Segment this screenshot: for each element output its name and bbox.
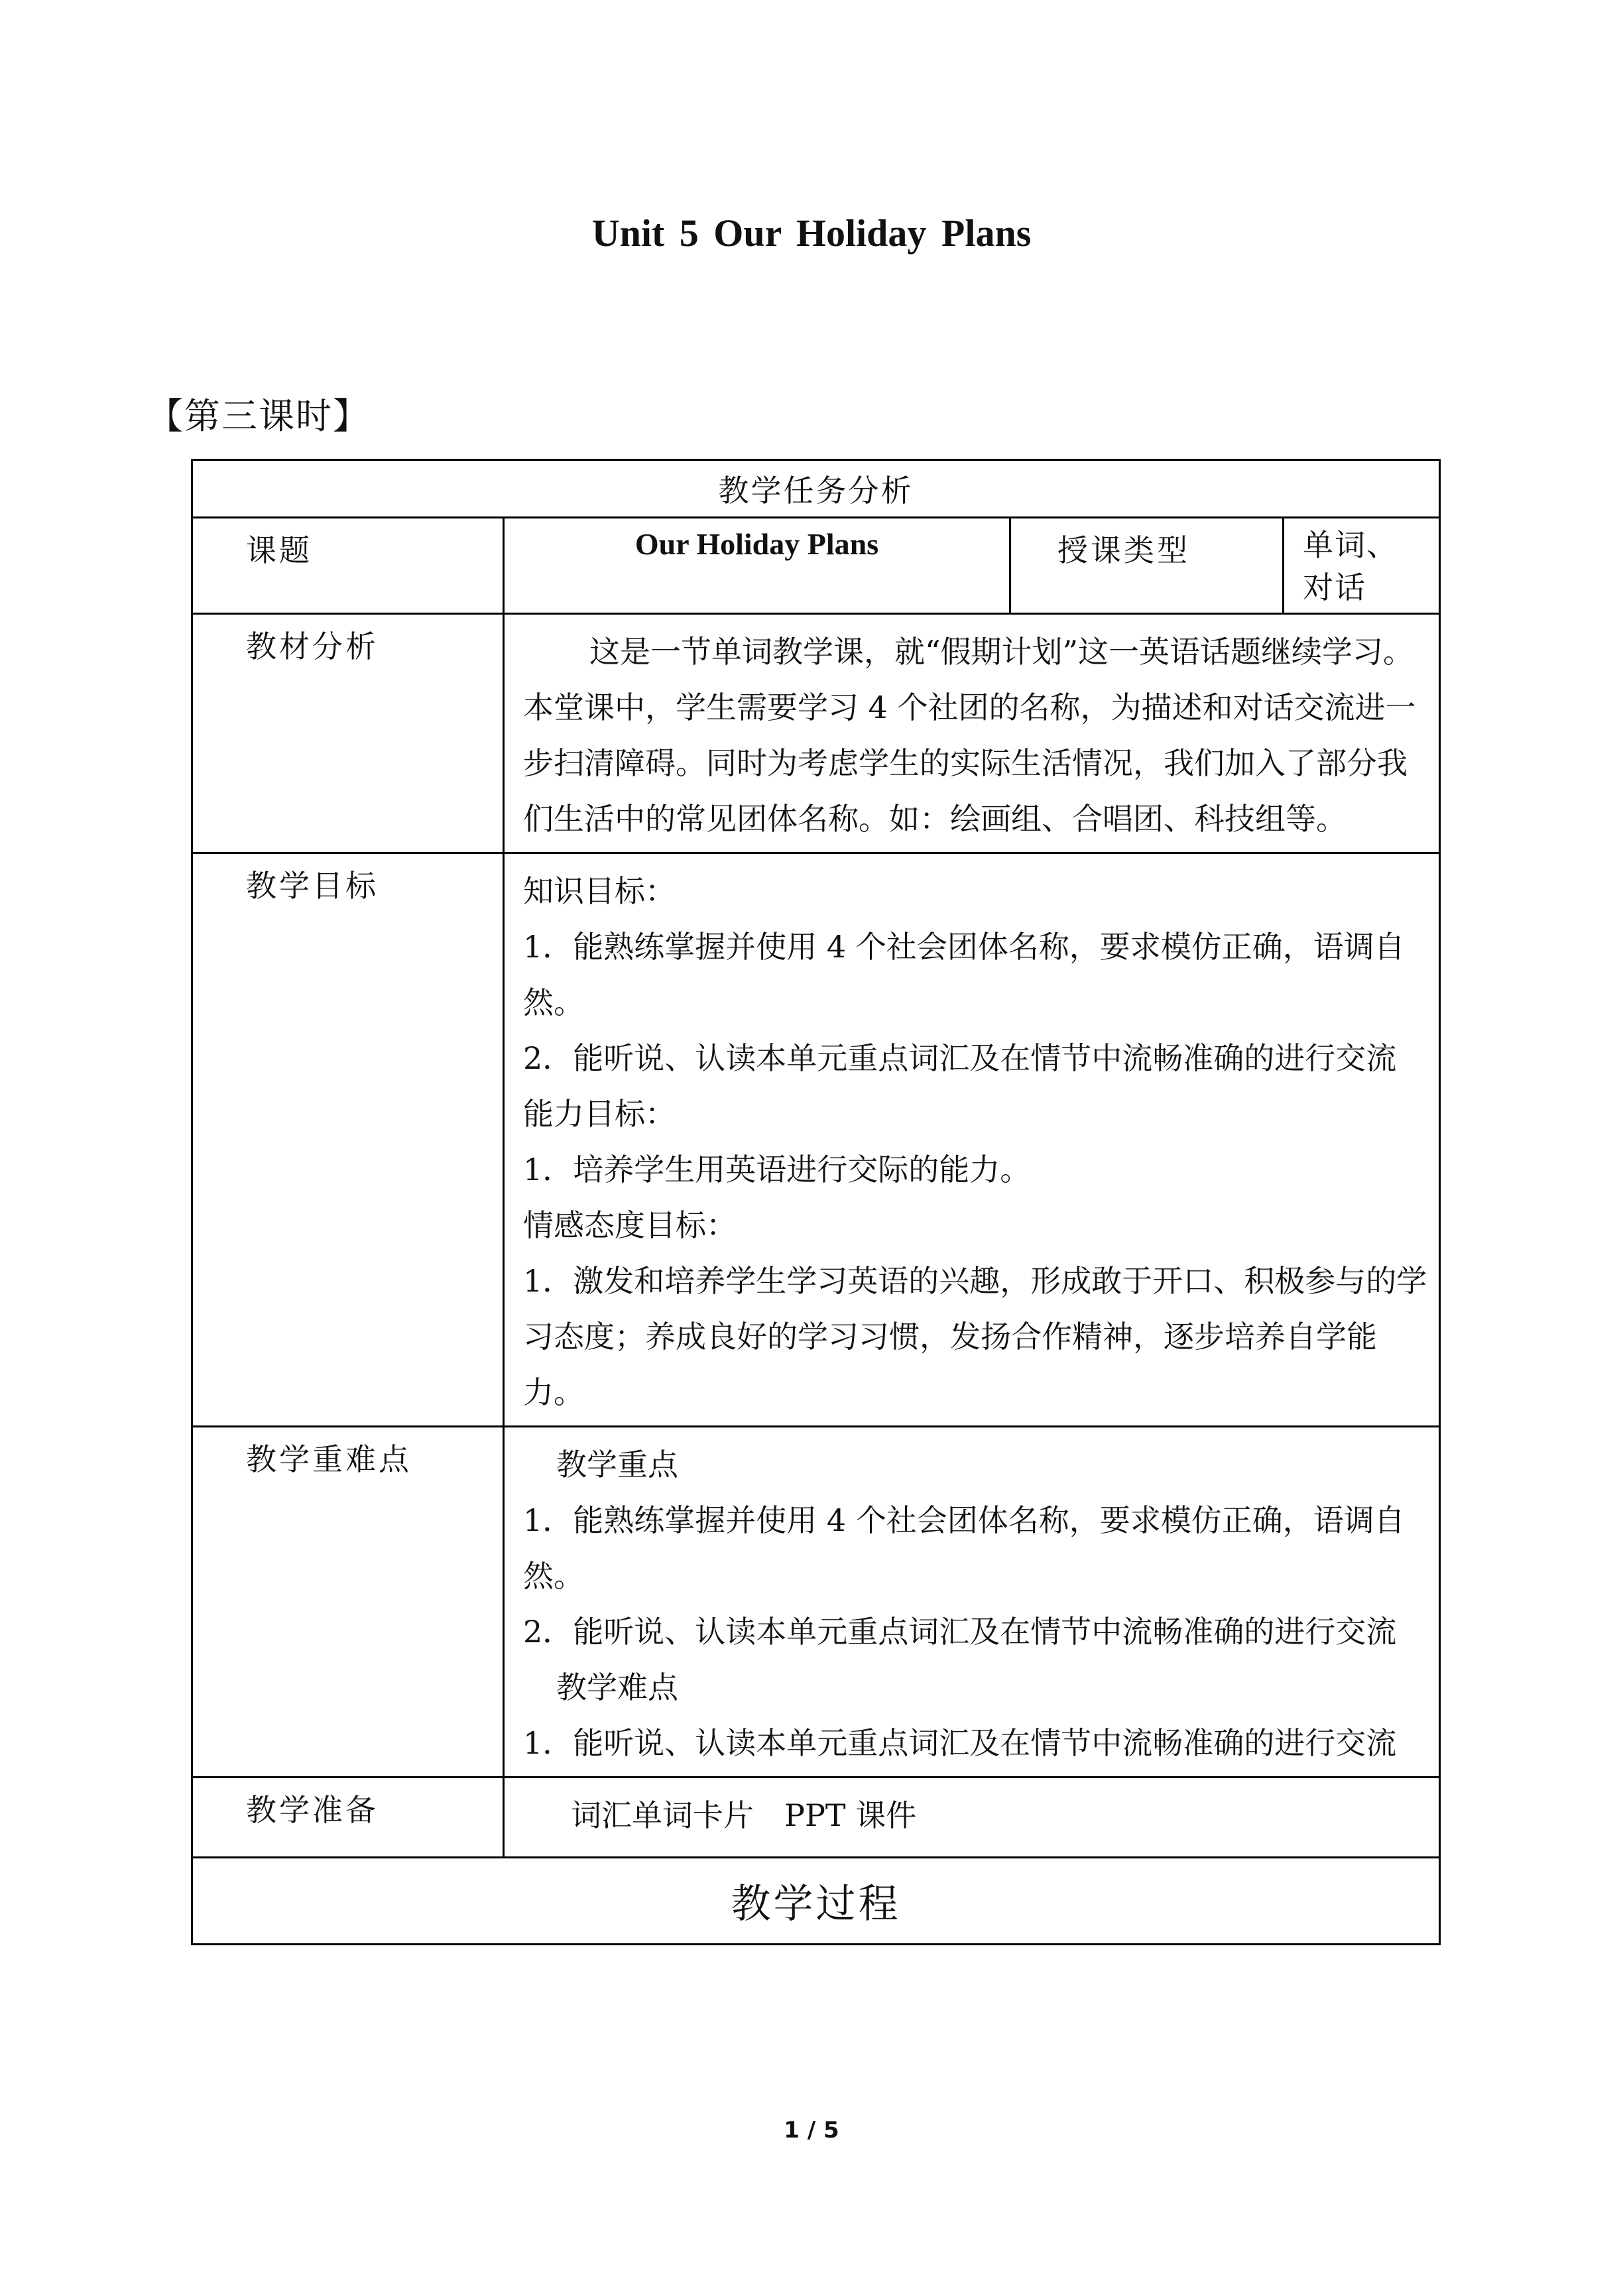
table-header: 教学任务分析: [192, 460, 1440, 518]
keypoints-label: 教学重难点: [192, 1427, 504, 1778]
goals-row: [192, 853, 1440, 1427]
analysis-text: 这是一节单词教学课，就“假期计划”这一英语话题继续学习。本堂课中，学生需要学习 4 个社团的名称，为描述和对话交流进一步扫清障碍。同时为考虑学生的实际生活情况，我们加入了部分我们生活中的常见团体名称。如：绘画组、合唱团、科技组等。: [523, 634, 1416, 837]
lesson-plan-table: [191, 459, 1441, 1945]
prep-label: 教学准备: [192, 1778, 504, 1858]
goals-label: 教学目标: [192, 853, 504, 1427]
prep-row: [192, 1778, 1440, 1858]
topic-label: 课题: [192, 518, 504, 614]
knowledge-item: 1．能熟练掌握并使用 4 个社会团体名称，要求模仿正确，语调自然。: [523, 929, 1405, 1020]
type-value-line: 对话: [1303, 570, 1366, 605]
knowledge-title: 知识目标：: [523, 873, 676, 909]
process-row: [192, 1858, 1440, 1945]
topic-value: Our Holiday Plans: [504, 518, 1010, 614]
ability-item: 1．培养学生用英语进行交际的能力。: [523, 1152, 1031, 1187]
ability-title: 能力目标：: [523, 1096, 676, 1132]
goals-cell: [504, 853, 1440, 1427]
type-value-line: 单词、: [1303, 527, 1398, 563]
keypoints-cell: [504, 1427, 1440, 1778]
document-title: Unit 5 Our Holiday Plans: [591, 211, 1032, 255]
key-item: 1．能熟练掌握并使用 4 个社会团体名称，要求模仿正确，语调自然。: [523, 1502, 1405, 1594]
emotion-item: 1．激发和培养学生学习英语的兴趣，形成敢于开口、积极参与的学习态度；养成良好的学习习惯，发扬合作精神，逐步培养自学能力。: [523, 1263, 1427, 1410]
key-title: 教学重点: [556, 1447, 678, 1482]
type-label: 授课类型: [1010, 518, 1284, 614]
type-value: [1284, 518, 1440, 614]
table-header-row: [192, 460, 1440, 518]
analysis-row: [192, 614, 1440, 853]
prep-value: 词汇单词卡片 PPT 课件: [504, 1778, 1440, 1858]
process-header: 教学过程: [192, 1858, 1440, 1945]
lesson-label: 【第三课时】: [147, 395, 370, 437]
analysis-cell: [504, 614, 1440, 853]
difficult-item: 1．能听说、认读本单元重点词汇及在情节中流畅准确的进行交流: [523, 1725, 1397, 1761]
analysis-label: 教材分析: [192, 614, 504, 853]
keypoints-row: [192, 1427, 1440, 1778]
page-number: 1 / 5: [784, 2117, 839, 2144]
difficult-title: 教学难点: [556, 1669, 678, 1705]
key-item: 2．能听说、认读本单元重点词汇及在情节中流畅准确的进行交流: [523, 1614, 1397, 1650]
emotion-title: 情感态度目标：: [523, 1207, 737, 1243]
knowledge-item: 2．能听说、认读本单元重点词汇及在情节中流畅准确的进行交流: [523, 1040, 1397, 1076]
topic-row: [192, 518, 1440, 614]
